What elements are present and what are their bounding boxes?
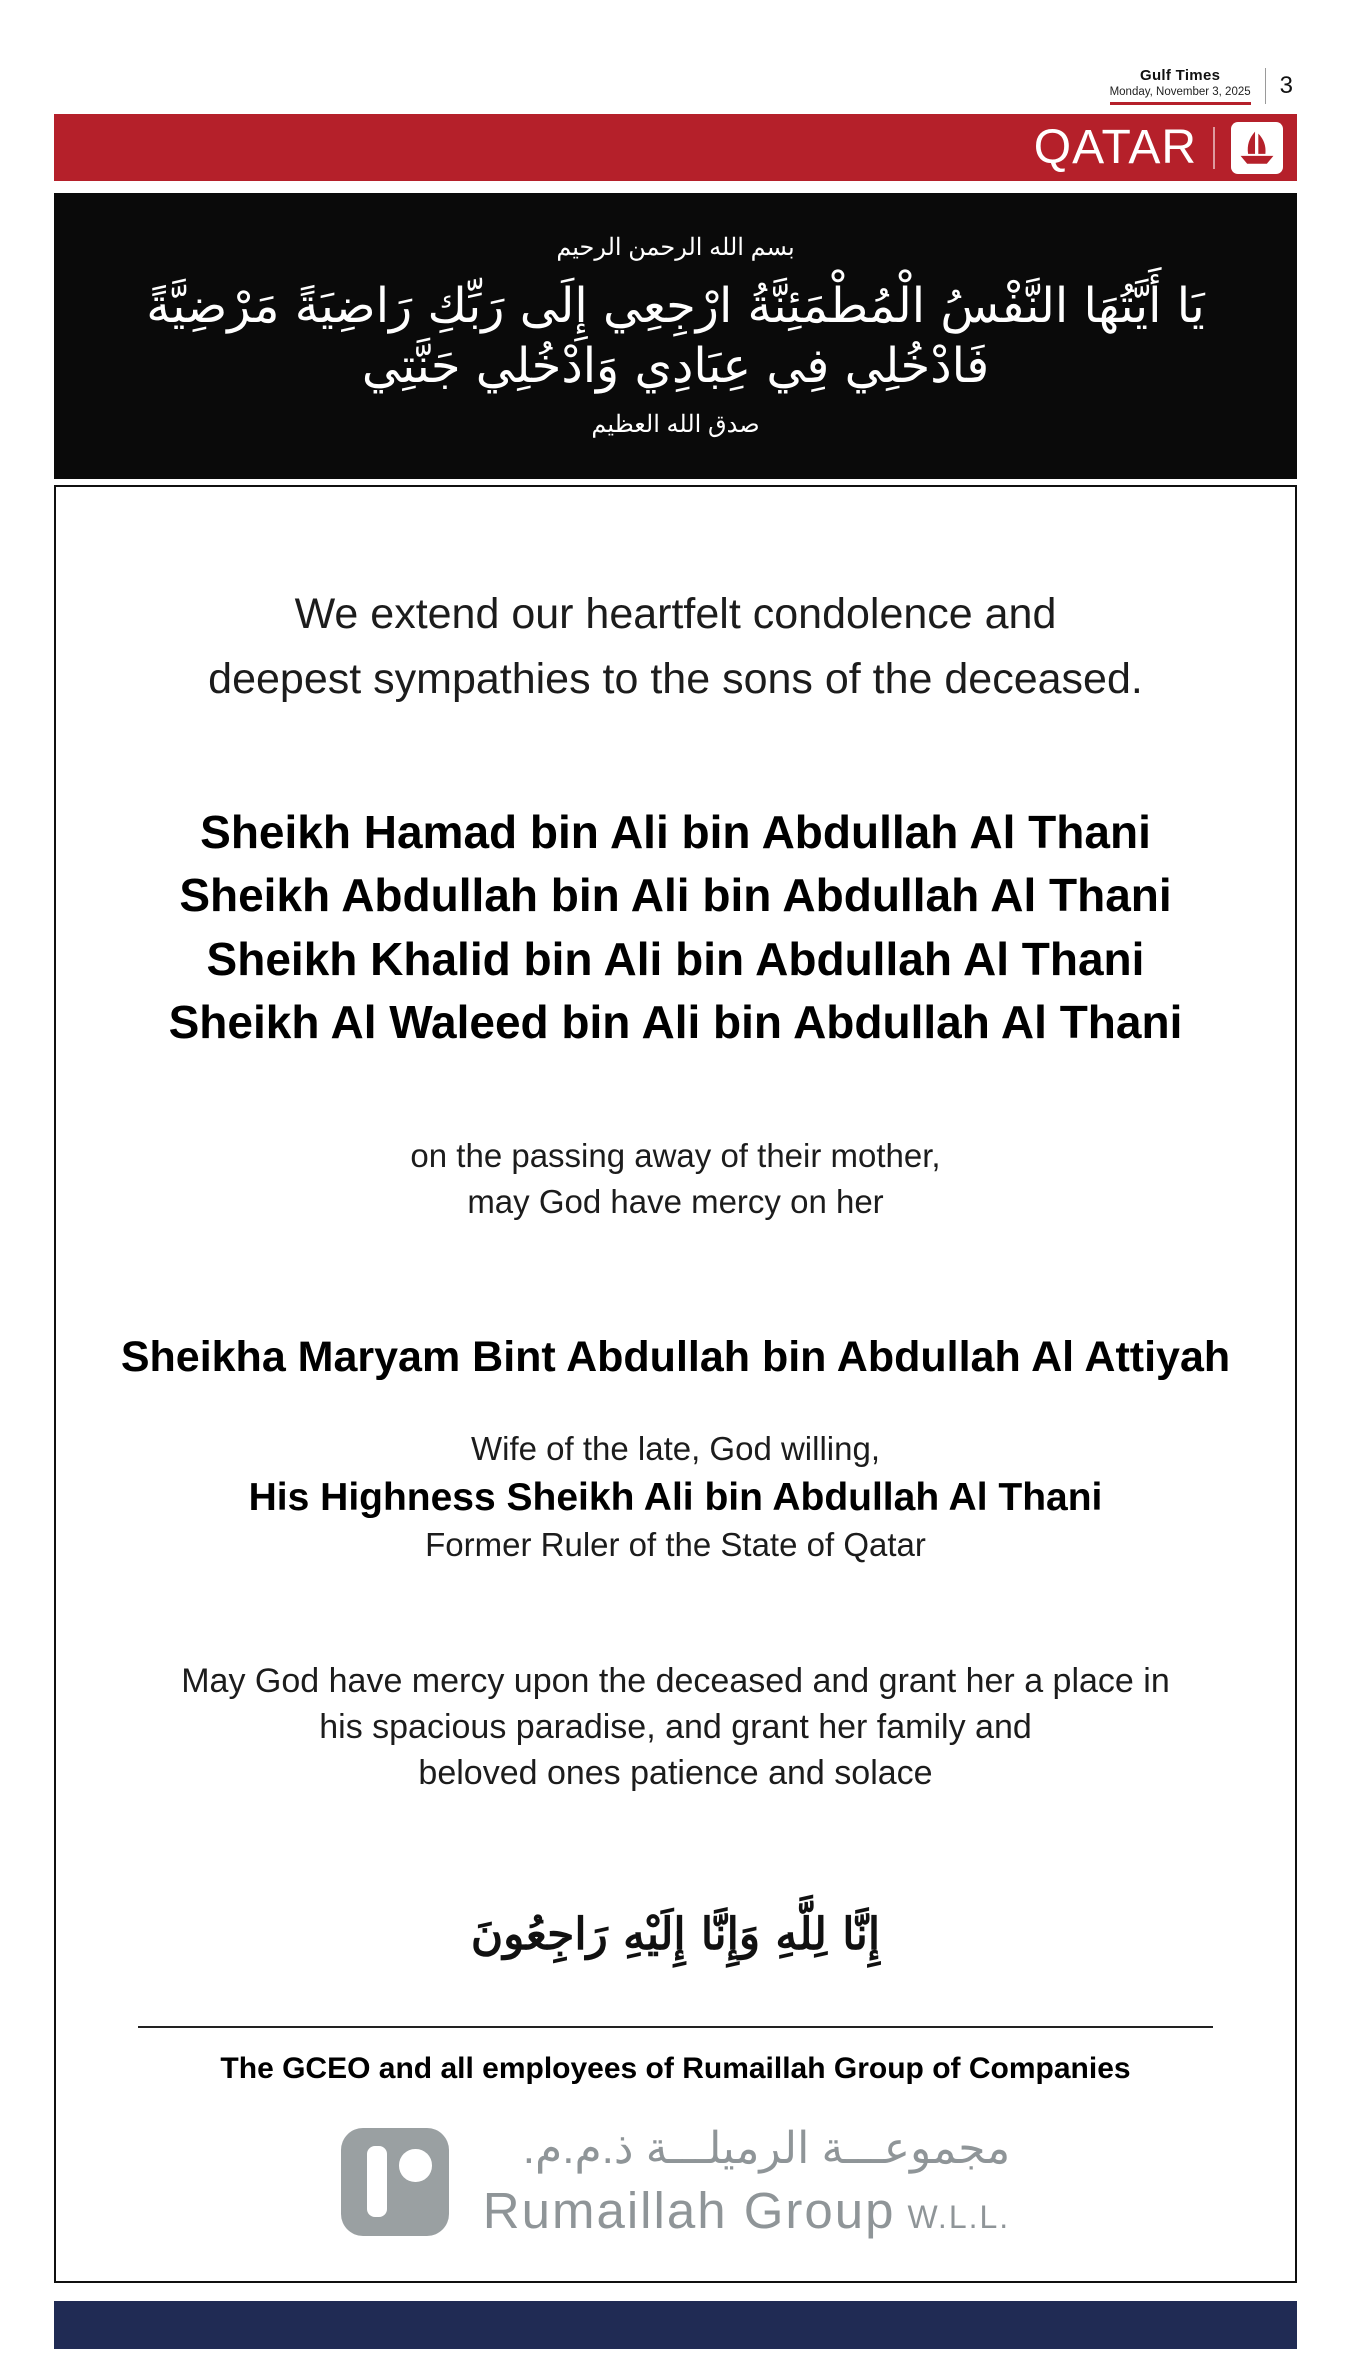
prayer-line-3: beloved ones patience and solace xyxy=(418,1754,933,1793)
passing-line-2: may God have mercy on her xyxy=(467,1183,884,1221)
intro-line-2: deepest sympathies to the sons of the deceased. xyxy=(208,654,1143,703)
company-name-arabic: مجموعـــة الرميلـــة ذ.م.م. xyxy=(522,2123,1011,2173)
footer-bar xyxy=(54,2301,1297,2349)
dhow-icon xyxy=(1231,122,1283,174)
signature-divider xyxy=(138,2026,1213,2028)
passing-line-1: on the passing away of their mother, xyxy=(410,1136,941,1174)
logo-dot-shape xyxy=(399,2149,431,2181)
masthead-divider xyxy=(1265,68,1266,104)
signatory-text: The GCEO and all employees of Rumaillah Group of Companies xyxy=(220,2051,1131,2085)
sons-list xyxy=(56,801,1295,1055)
husband-name: His Highness Sheikh Ali bin Abdullah Al Thani xyxy=(248,1476,1103,1520)
masthead-text xyxy=(1110,68,1251,105)
prayer-line-2: his spacious paradise, and grant her family and xyxy=(319,1708,1032,1747)
son-name: Sheikh Hamad bin Ali bin Abdullah Al Thani xyxy=(200,806,1151,858)
religious-header xyxy=(54,193,1297,479)
inna-lillah-calligraphy: إِنَّا لِلَّهِ وَإِنَّا إِلَيْهِ رَاجِعُونَ xyxy=(470,1908,881,1960)
wife-of-text: Wife of the late, God willing, xyxy=(470,1430,881,1468)
condolence-intro xyxy=(56,582,1295,711)
company-legal-suffix: W.L.L. xyxy=(907,2198,1011,2235)
rumaillah-logo-icon xyxy=(341,2128,449,2236)
deceased-name: Sheikha Maryam Bint Abdullah bin Abdullah Al Attiyah xyxy=(120,1333,1231,1382)
son-name: Sheikh Khalid bin Ali bin Abdullah Al Thani xyxy=(206,932,1145,985)
masthead-red-rule xyxy=(1110,102,1251,105)
prayer-text xyxy=(56,1659,1295,1797)
company-name-english: Rumaillah Group xyxy=(482,2181,896,2239)
husband-title: Former Ruler of the State of Qatar xyxy=(425,1526,926,1564)
son-name: Sheikh Al Waleed bin Ali bin Abdullah Al Thani xyxy=(168,996,1183,1049)
quran-verse-calligraphy: يَا أَيَّتُهَا النَّفْسُ الْمُطْمَئِنَّةُ ارْجِعِي إِلَى رَبِّكِ رَاضِيَةً مَرْضِيَّةً فَادْخُلِي فِي عِبَادِي وَادْخُلِي جَنَّتِي xyxy=(146,278,1205,394)
logo-bar-shape xyxy=(367,2146,388,2217)
section-title: QATAR xyxy=(1033,120,1197,174)
banner-divider xyxy=(1213,127,1215,169)
condolence-box xyxy=(54,485,1297,2283)
passing-text xyxy=(56,1133,1295,1225)
bismillah-text: بسم الله الرحمن الرحيم xyxy=(556,234,795,261)
company-logo-block xyxy=(56,2124,1295,2240)
prayer-line-1: May God have mercy upon the deceased and grant her a place in xyxy=(181,1662,1170,1701)
company-name-english-row xyxy=(483,2181,1010,2240)
page-number: 3 xyxy=(1279,72,1293,100)
son-name: Sheikh Abdullah bin Ali bin Abdullah Al Thani xyxy=(179,869,1172,922)
company-names xyxy=(483,2124,1010,2240)
closing-invocation: صدق الله العظيم xyxy=(591,411,760,438)
masthead xyxy=(1110,68,1293,105)
intro-line-1: We extend our heartfelt condolence and xyxy=(294,590,1057,638)
paper-name: Gulf Times xyxy=(1139,67,1221,84)
section-banner xyxy=(54,114,1297,181)
paper-date: Monday, November 3, 2025 xyxy=(1109,85,1251,98)
